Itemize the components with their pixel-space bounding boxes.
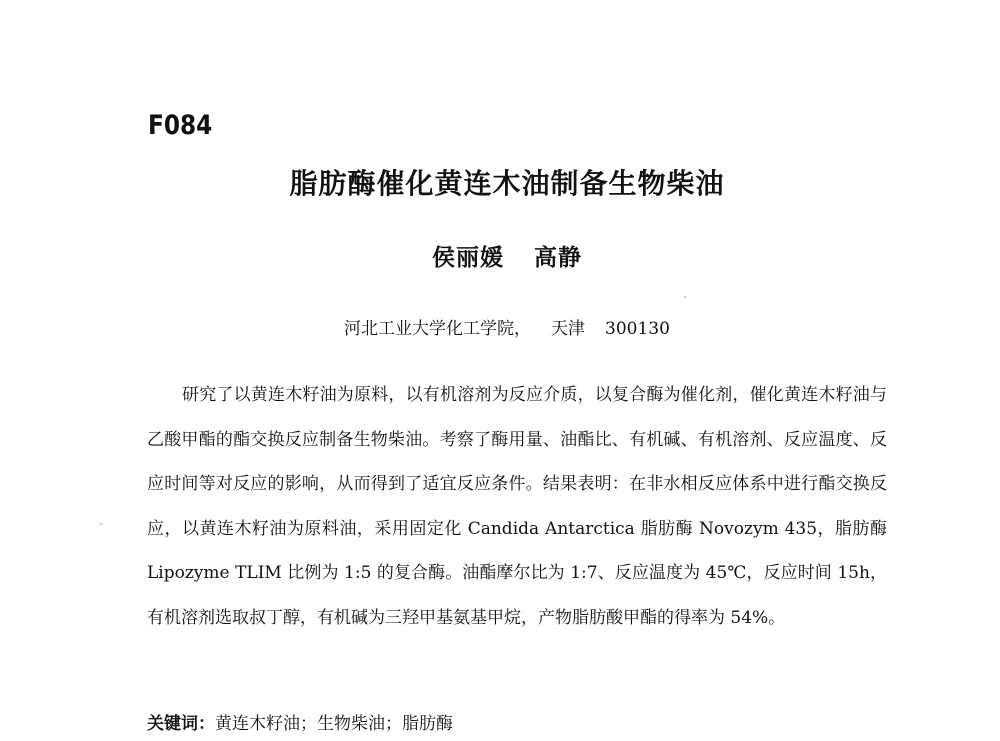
keywords-label: 关键词： — [147, 714, 215, 734]
affiliation-city: 天津 — [551, 319, 586, 339]
author-name: 侯丽媛 — [432, 245, 504, 271]
author-name: 高静 — [534, 245, 582, 271]
scan-speck — [100, 523, 102, 525]
abstract-text: 研究了以黄连木籽油为原料，以有机溶剂为反应介质，以复合酶为催化剂，催化黄连木籽油与乙酸甲酯的酯交换反应制备生物柴油。考察了酶用量、油酯比、有机碱、有机溶剂、反应温度、反应时间等对反应的影响，从而得到了适宜反应条件。结果表明：在非水相反应体系中进行酯交换反应，以黄连木籽油为原料油，采用固定化 Candida Antarctica 脂肪酶 Novozym 435，脂肪酶 Lipozyme TLIM 比例为 1:5 的复合酶。油酯摩尔比为 1:7、反应温度为 45℃，反应时间 15h，有机溶剂选取叔丁醇，有机碱为三羟甲基氨基甲烷，产物脂肪酸甲酯的得率为 54%。 — [147, 385, 887, 628]
author-list — [0, 243, 1000, 273]
affiliation-postcode: 300130 — [605, 319, 670, 339]
paper-title: 脂肪酶催化黄连木油制备生物柴油 — [289, 167, 725, 200]
affiliation-institution: 河北工业大学化工学院， — [344, 319, 532, 339]
keywords-text: 黄连木籽油；生物柴油；脂肪酶 — [215, 714, 453, 734]
affiliation — [0, 316, 1000, 342]
keywords-line — [147, 711, 887, 737]
paper-code: F084 — [148, 110, 213, 141]
scan-speck — [684, 296, 686, 298]
